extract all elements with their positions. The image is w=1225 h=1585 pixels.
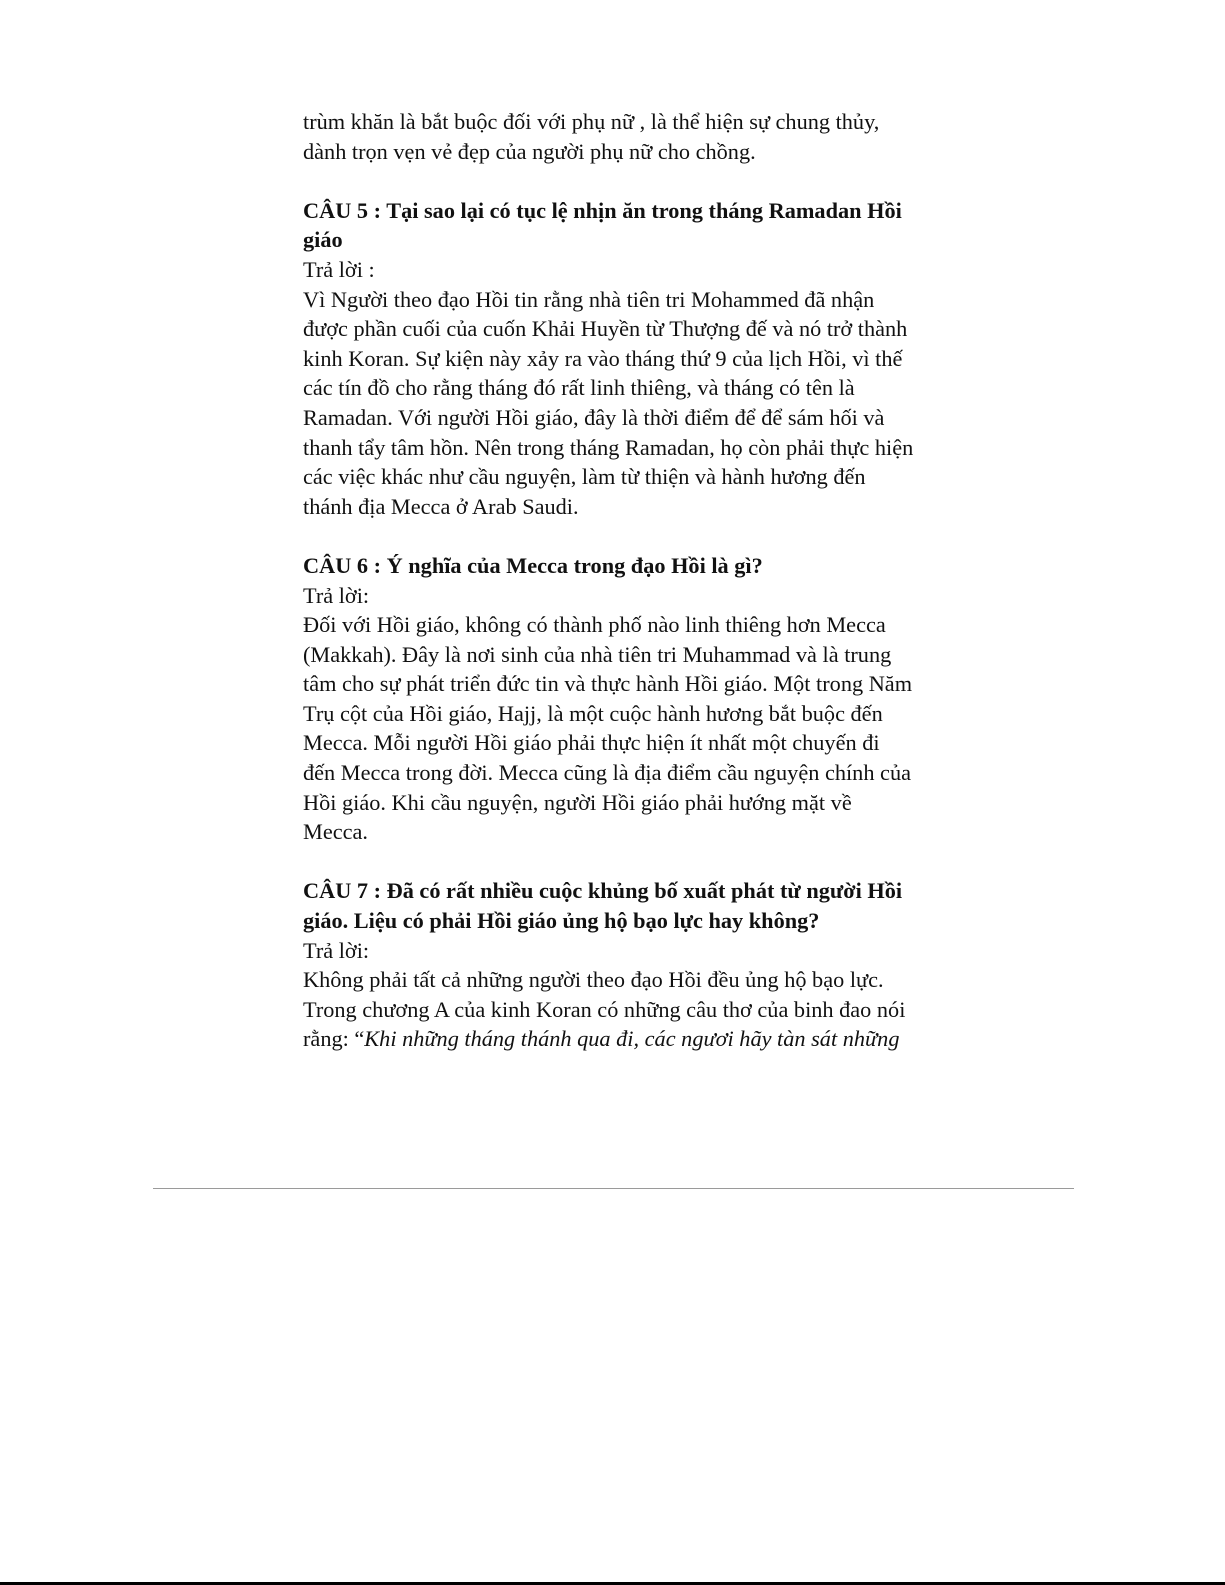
answer-6-line: Trụ cột của Hồi giáo, Hajj, là một cuộc hành hương bắt buộc đến: [303, 700, 883, 726]
answer-6-line: Mecca. Mỗi người Hồi giáo phải thực hiện ít nhất một chuyến đi: [303, 730, 880, 756]
intro-line: dành trọn vẹn vẻ đẹp của người phụ nữ cho chồng.: [303, 138, 756, 164]
answer-6-line: Đối với Hồi giáo, không có thành phố nào linh thiêng hơn Mecca: [303, 612, 886, 638]
answer-5-line: kinh Koran. Sự kiện này xảy ra vào tháng thứ 9 của lịch Hồi, vì thế: [303, 345, 903, 371]
paragraph-spacer: [303, 166, 963, 196]
answer-5-line: Ramadan. Với người Hồi giáo, đây là thời điểm để để sám hối và: [303, 404, 885, 430]
answer-7-line: Không phải tất cả những người theo đạo Hồi đều ủng hộ bạo lực.: [303, 967, 884, 993]
answer-5-line: Vì Người theo đạo Hồi tin rằng nhà tiên tri Mohammed đã nhận: [303, 286, 875, 312]
paragraph-spacer: [303, 847, 963, 877]
intro-line: trùm khăn là bắt buộc đối với phụ nữ , là thể hiện sự chung thủy,: [303, 109, 880, 134]
answer-7-label: Trả lời:: [303, 937, 370, 963]
question-5-heading: CÂU 5 : Tại sao lại có tục lệ nhịn ăn trong tháng Ramadan Hồi: [303, 197, 902, 223]
answer-5-line: được phần cuối của cuốn Khải Huyền từ Thượng đế và nó trở thành: [303, 316, 908, 342]
answer-6-label: Trả lời:: [303, 582, 370, 608]
answer-5-line: các việc khác như cầu nguyện, làm từ thiện và hành hương đến: [303, 464, 866, 490]
answer-5-line: thánh địa Mecca ở Arab Saudi.: [303, 493, 579, 519]
quote-lead-text: rằng: “: [303, 1026, 365, 1052]
answer-5-label: Trả lời :: [303, 256, 375, 282]
answer-7-quote-line: [303, 1024, 963, 1054]
answer-5-line: thanh tẩy tâm hồn. Nên trong tháng Ramadan, họ còn phải thực hiện: [303, 434, 914, 460]
question-6-heading: CÂU 6 : Ý nghĩa của Mecca trong đạo Hồi là gì?: [303, 552, 763, 578]
paragraph-spacer: [303, 521, 963, 551]
question-5-heading: giáo: [303, 227, 343, 253]
answer-6-line: (Makkah). Đây là nơi sinh của nhà tiên tri Muhammad và là trung: [303, 641, 892, 667]
question-7-heading: CÂU 7 : Đã có rất nhiều cuộc khủng bố xuất phát từ người Hồi: [303, 878, 903, 904]
page-divider: [153, 1188, 1074, 1189]
document-page: [303, 107, 963, 1054]
quote-italic-text: Khi những tháng thánh qua đi, các ngươi hãy tàn sát những: [364, 1026, 900, 1052]
answer-6-line: tâm cho sự phát triển đức tin và thực hành Hồi giáo. Một trong Năm: [303, 671, 913, 697]
answer-6-line: Hồi giáo. Khi cầu nguyện, người Hồi giáo phải hướng mặt về: [303, 789, 852, 815]
answer-7-line: Trong chương A của kinh Koran có những câu thơ của binh đao nói: [303, 996, 906, 1022]
answer-6-line: Mecca.: [303, 819, 368, 845]
answer-6-line: đến Mecca trong đời. Mecca cũng là địa điểm cầu nguyện chính của: [303, 760, 911, 786]
answer-5-line: các tín đồ cho rằng tháng đó rất linh thiêng, và tháng có tên là: [303, 375, 855, 401]
question-7-heading: giáo. Liệu có phải Hồi giáo ủng hộ bạo lực hay không?: [303, 908, 820, 934]
